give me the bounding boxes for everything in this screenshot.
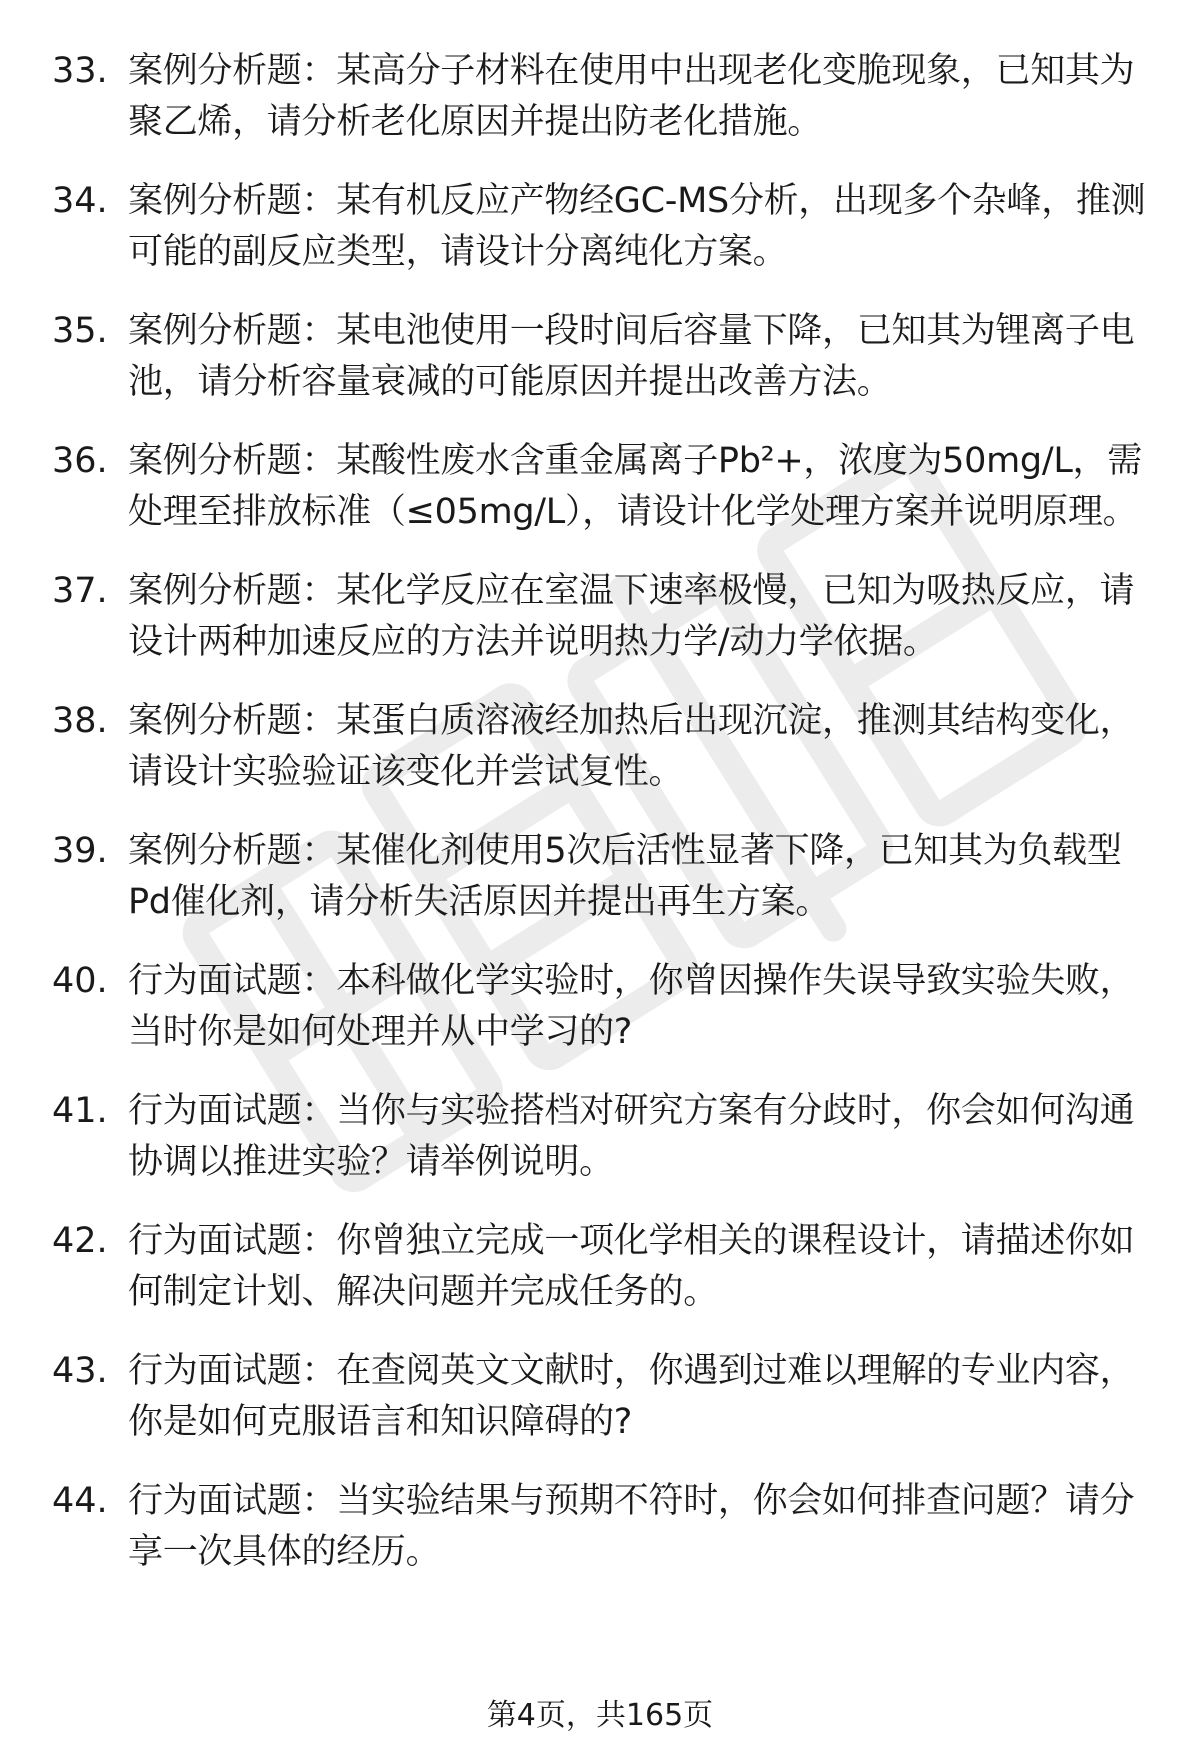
question-number: 40. (52, 961, 108, 1001)
question-text: 案例分析题：某电池使用一段时间后容量下降，已知其为锂离子电池，请分析容量衰减的可能原因并提出改善方法。 (128, 311, 1135, 402)
question-text: 案例分析题：某有机反应产物经GC-MS分析，出现多个杂峰，推测可能的副反应类型，请设计分离纯化方案。 (128, 181, 1146, 272)
question-number: 38. (52, 701, 108, 741)
question-number: 37. (52, 571, 108, 611)
question-item (52, 956, 1162, 1058)
question-text: 案例分析题：某高分子材料在使用中出现老化变脆现象，已知其为聚乙烯，请分析老化原因并提出防老化措施。 (128, 51, 1135, 142)
question-item (52, 436, 1162, 538)
question-list (52, 46, 1162, 1606)
question-number: 39. (52, 831, 108, 871)
question-item (52, 1476, 1162, 1578)
question-text: 案例分析题：某蛋白质溶液经加热后出现沉淀，推测其结构变化，请设计实验验证该变化并尝试复性。 (128, 701, 1135, 792)
question-number: 36. (52, 441, 108, 481)
page-footer: 第4页，共165页 (486, 1698, 714, 1733)
question-text: 行为面试题：当你与实验搭档对研究方案有分歧时，你会如何沟通协调以推进实验？请举例说明。 (128, 1091, 1135, 1182)
question-number: 42. (52, 1221, 108, 1261)
question-number: 43. (52, 1351, 108, 1391)
question-number: 33. (52, 51, 108, 91)
question-item (52, 696, 1162, 798)
question-item (52, 306, 1162, 408)
question-item (52, 46, 1162, 148)
question-text: 行为面试题：在查阅英文文献时，你遇到过难以理解的专业内容，你是如何克服语言和知识障碍的? (128, 1351, 1135, 1442)
question-item (52, 176, 1162, 278)
question-text: 行为面试题：当实验结果与预期不符时，你会如何排查问题？请分享一次具体的经历。 (128, 1481, 1135, 1572)
question-item (52, 1346, 1162, 1448)
question-text: 案例分析题：某化学反应在室温下速率极慢，已知为吸热反应，请设计两种加速反应的方法并说明热力学/动力学依据。 (128, 571, 1135, 662)
question-text: 案例分析题：某催化剂使用5次后活性显著下降，已知其为负载型Pd催化剂，请分析失活原因并提出再生方案。 (128, 831, 1122, 922)
question-item (52, 826, 1162, 928)
question-item (52, 1086, 1162, 1188)
question-item (52, 1216, 1162, 1318)
question-number: 41. (52, 1091, 108, 1131)
question-number: 44. (52, 1481, 108, 1521)
question-item (52, 566, 1162, 668)
question-number: 34. (52, 181, 108, 221)
question-text: 行为面试题：你曾独立完成一项化学相关的课程设计，请描述你如何制定计划、解决问题并完成任务的。 (128, 1221, 1135, 1312)
question-text: 案例分析题：某酸性废水含重金属离子Pb²+，浓度为50mg/L，需处理至排放标准（≤05mg/L），请设计化学处理方案并说明原理。 (128, 441, 1142, 532)
question-text: 行为面试题：本科做化学实验时，你曾因操作失误导致实验失败，当时你是如何处理并从中学习的? (128, 961, 1135, 1052)
question-number: 35. (52, 311, 108, 351)
